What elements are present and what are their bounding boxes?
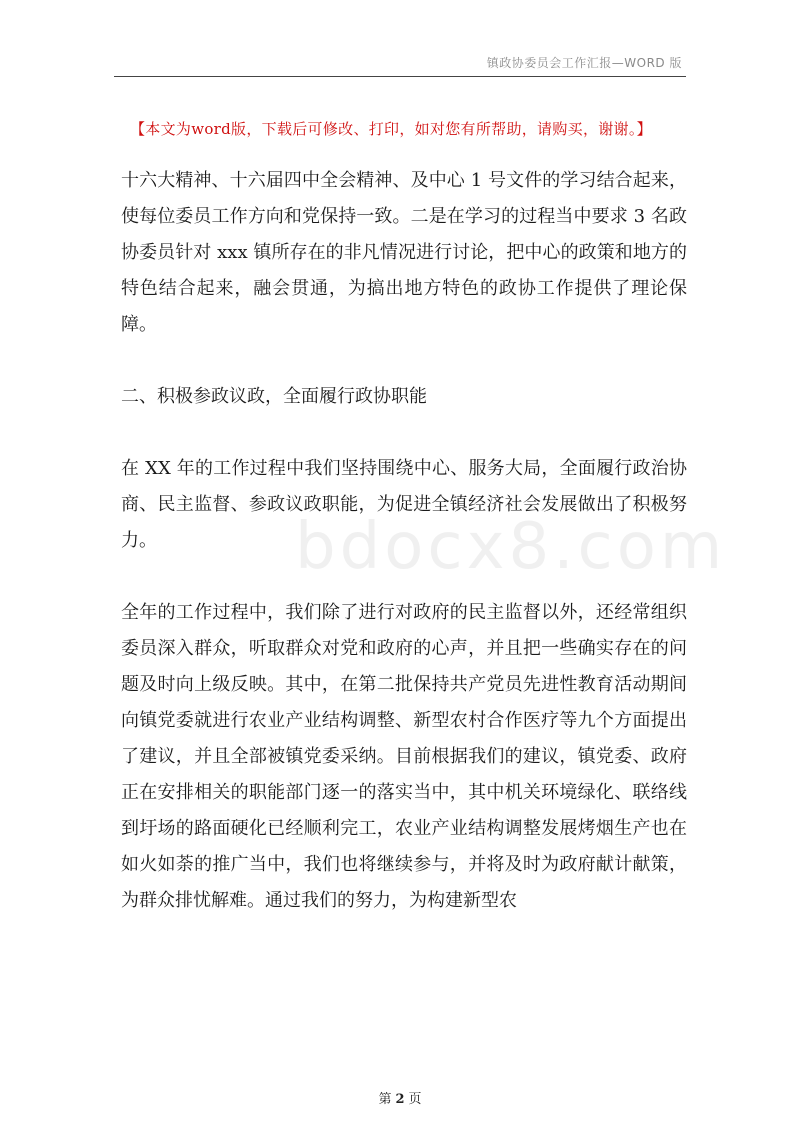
- document-body: [121, 163, 687, 919]
- footer-suffix: 页: [408, 1092, 422, 1107]
- page-number: 2: [395, 1092, 405, 1107]
- section-heading-2: 二、积极参政议政，全面履行政协职能: [121, 386, 427, 407]
- paragraph-annual-work: 全年的工作过程中，我们除了进行对政府的民主监督以外，还经常组织委员深入群众，听取群众对党和政府的心声，并且把一些确实存在的问题及时向上级反映。其中，在第二批保持共产党员先进性教育活动期间向镇党委就进行农业产业结构调整、新型农村合作医疗等九个方面提出了建议，并且全部被镇党委采纳。目前根据我们的建议，镇党委、政府正在安排相关的职能部门逐一的落实当中，其中机关环境绿化、联络线到圩场的路面硬化已经顺利完工，农业产业结构调整发展烤烟生产也在如火如荼的推广当中，我们也将继续参与，并将及时为政府献计献策，为群众排忧解难。通过我们的努力，为构建新型农: [121, 602, 687, 911]
- page-footer: [0, 1088, 800, 1107]
- download-notice: 【本文为word版，下载后可修改、打印，如对您有所帮助，请购买，谢谢。】: [130, 120, 652, 138]
- running-header: 镇政协委员会工作汇报—WORD 版: [486, 56, 682, 70]
- paragraph-continuation: 十六大精神、十六届四中全会精神、及中心 1 号文件的学习结合起来，使每位委员工作方向和党保持一致。二是在学习的过程当中要求 3 名政协委员针对 xxx 镇所存在的非凡情况进行讨论，把中心的政策和地方的特色结合起来，融会贯通，为搞出地方特色的政协工作提供了理论保障。: [121, 170, 687, 335]
- header-divider: [114, 76, 686, 77]
- footer-prefix: 第: [378, 1092, 392, 1107]
- watermark: bdocx8.com: [295, 510, 727, 584]
- paragraph-work-process: 在 XX 年的工作过程中我们坚持围绕中心、服务大局，全面履行政治协商、民主监督、参政议政职能，为促进全镇经济社会发展做出了积极努力。: [121, 458, 687, 551]
